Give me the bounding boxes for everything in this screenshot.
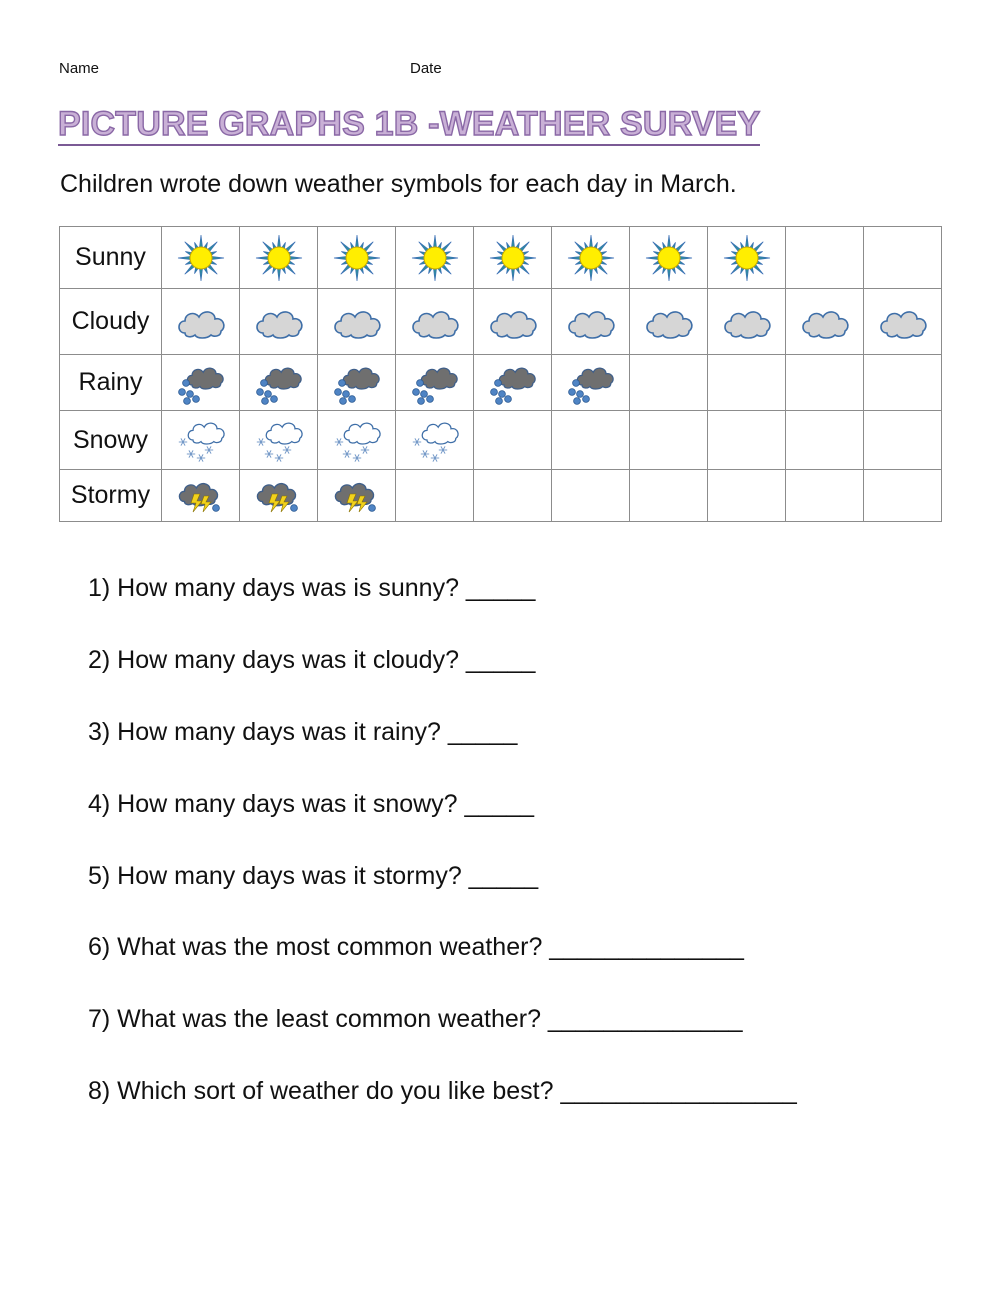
rain-icon: [240, 361, 317, 405]
sun-icon: [162, 233, 239, 283]
graph-cell: [786, 411, 864, 470]
question-8: 8) Which sort of weather do you like best? _________________: [88, 1077, 797, 1105]
graph-cell: [396, 470, 474, 522]
graph-cell: [552, 355, 630, 411]
graph-cell: [474, 355, 552, 411]
graph-cell: [786, 227, 864, 289]
page-title: PICTURE GRAPHS 1B -WEATHER SURVEY: [58, 104, 760, 146]
rain-icon: [474, 361, 551, 405]
question-7: 7) What was the least common weather? ______________: [88, 1005, 743, 1033]
graph-cell: [240, 289, 318, 355]
graph-cell: [162, 227, 240, 289]
graph-cell: [630, 227, 708, 289]
graph-cell: [708, 411, 786, 470]
question-2: 2) How many days was it cloudy? _____: [88, 646, 536, 674]
graph-cell: [474, 227, 552, 289]
graph-row-rainy: [60, 355, 942, 411]
graph-cell: [240, 411, 318, 470]
cloud-icon: [552, 303, 629, 341]
sun-icon: [474, 233, 551, 283]
graph-cell: [396, 227, 474, 289]
sun-icon: [396, 233, 473, 283]
cloud-icon: [396, 303, 473, 341]
snow-icon: [240, 416, 317, 464]
name-label: Name: [59, 60, 100, 77]
graph-cell: [786, 355, 864, 411]
question-4: 4) How many days was it snowy? _____: [88, 790, 535, 818]
row-label: Rainy: [60, 355, 162, 411]
sun-icon: [708, 233, 785, 283]
graph-cell: [708, 355, 786, 411]
graph-cell: [864, 470, 942, 522]
graph-cell: [318, 470, 396, 522]
graph-cell: [240, 355, 318, 411]
graph-cell: [630, 411, 708, 470]
graph-cell: [552, 411, 630, 470]
rain-icon: [318, 361, 395, 405]
graph-cell: [240, 470, 318, 522]
graph-cell: [786, 289, 864, 355]
cloud-icon: [630, 303, 707, 341]
graph-row-snowy: [60, 411, 942, 470]
graph-cell: [552, 470, 630, 522]
graph-cell: [552, 289, 630, 355]
sun-icon: [630, 233, 707, 283]
cloud-icon: [318, 303, 395, 341]
picture-graph: [59, 226, 942, 522]
graph-cell: [864, 227, 942, 289]
graph-row-stormy: [60, 470, 942, 522]
rain-icon: [552, 361, 629, 405]
graph-cell: [552, 227, 630, 289]
snow-icon: [396, 416, 473, 464]
graph-cell: [630, 355, 708, 411]
rain-icon: [162, 361, 239, 405]
snow-icon: [318, 416, 395, 464]
question-5: 5) How many days was it stormy? _____: [88, 862, 539, 890]
graph-cell: [396, 411, 474, 470]
graph-cell: [786, 470, 864, 522]
graph-cell: [630, 289, 708, 355]
graph-cell: [318, 289, 396, 355]
intro-text: Children wrote down weather symbols for each day in March.: [60, 170, 737, 198]
sun-icon: [318, 233, 395, 283]
cloud-icon: [474, 303, 551, 341]
graph-cell: [708, 470, 786, 522]
graph-cell: [318, 227, 396, 289]
graph-cell: [162, 355, 240, 411]
question-1: 1) How many days was is sunny? _____: [88, 574, 536, 602]
graph-cell: [474, 289, 552, 355]
cloud-icon: [786, 303, 863, 341]
graph-cell: [864, 289, 942, 355]
graph-row-sunny: [60, 227, 942, 289]
rain-icon: [396, 361, 473, 405]
graph-cell: [396, 289, 474, 355]
cloud-icon: [240, 303, 317, 341]
graph-cell: [318, 355, 396, 411]
storm-icon: [318, 476, 395, 516]
graph-cell: [708, 227, 786, 289]
row-label: Snowy: [60, 411, 162, 470]
graph-cell: [708, 289, 786, 355]
date-label: Date: [410, 60, 442, 77]
graph-cell: [630, 470, 708, 522]
graph-cell: [162, 289, 240, 355]
sun-icon: [552, 233, 629, 283]
graph-row-cloudy: [60, 289, 942, 355]
storm-icon: [240, 476, 317, 516]
sun-icon: [240, 233, 317, 283]
cloud-icon: [864, 303, 941, 341]
graph-cell: [240, 227, 318, 289]
graph-cell: [864, 355, 942, 411]
question-6: 6) What was the most common weather? ______________: [88, 933, 744, 961]
graph-cell: [318, 411, 396, 470]
graph-cell: [396, 355, 474, 411]
graph-cell: [162, 470, 240, 522]
row-label: Sunny: [60, 227, 162, 289]
graph-cell: [864, 411, 942, 470]
cloud-icon: [708, 303, 785, 341]
cloud-icon: [162, 303, 239, 341]
storm-icon: [162, 476, 239, 516]
snow-icon: [162, 416, 239, 464]
row-label: Stormy: [60, 470, 162, 522]
row-label: Cloudy: [60, 289, 162, 355]
graph-cell: [162, 411, 240, 470]
graph-cell: [474, 470, 552, 522]
graph-cell: [474, 411, 552, 470]
question-3: 3) How many days was it rainy? _____: [88, 718, 518, 746]
